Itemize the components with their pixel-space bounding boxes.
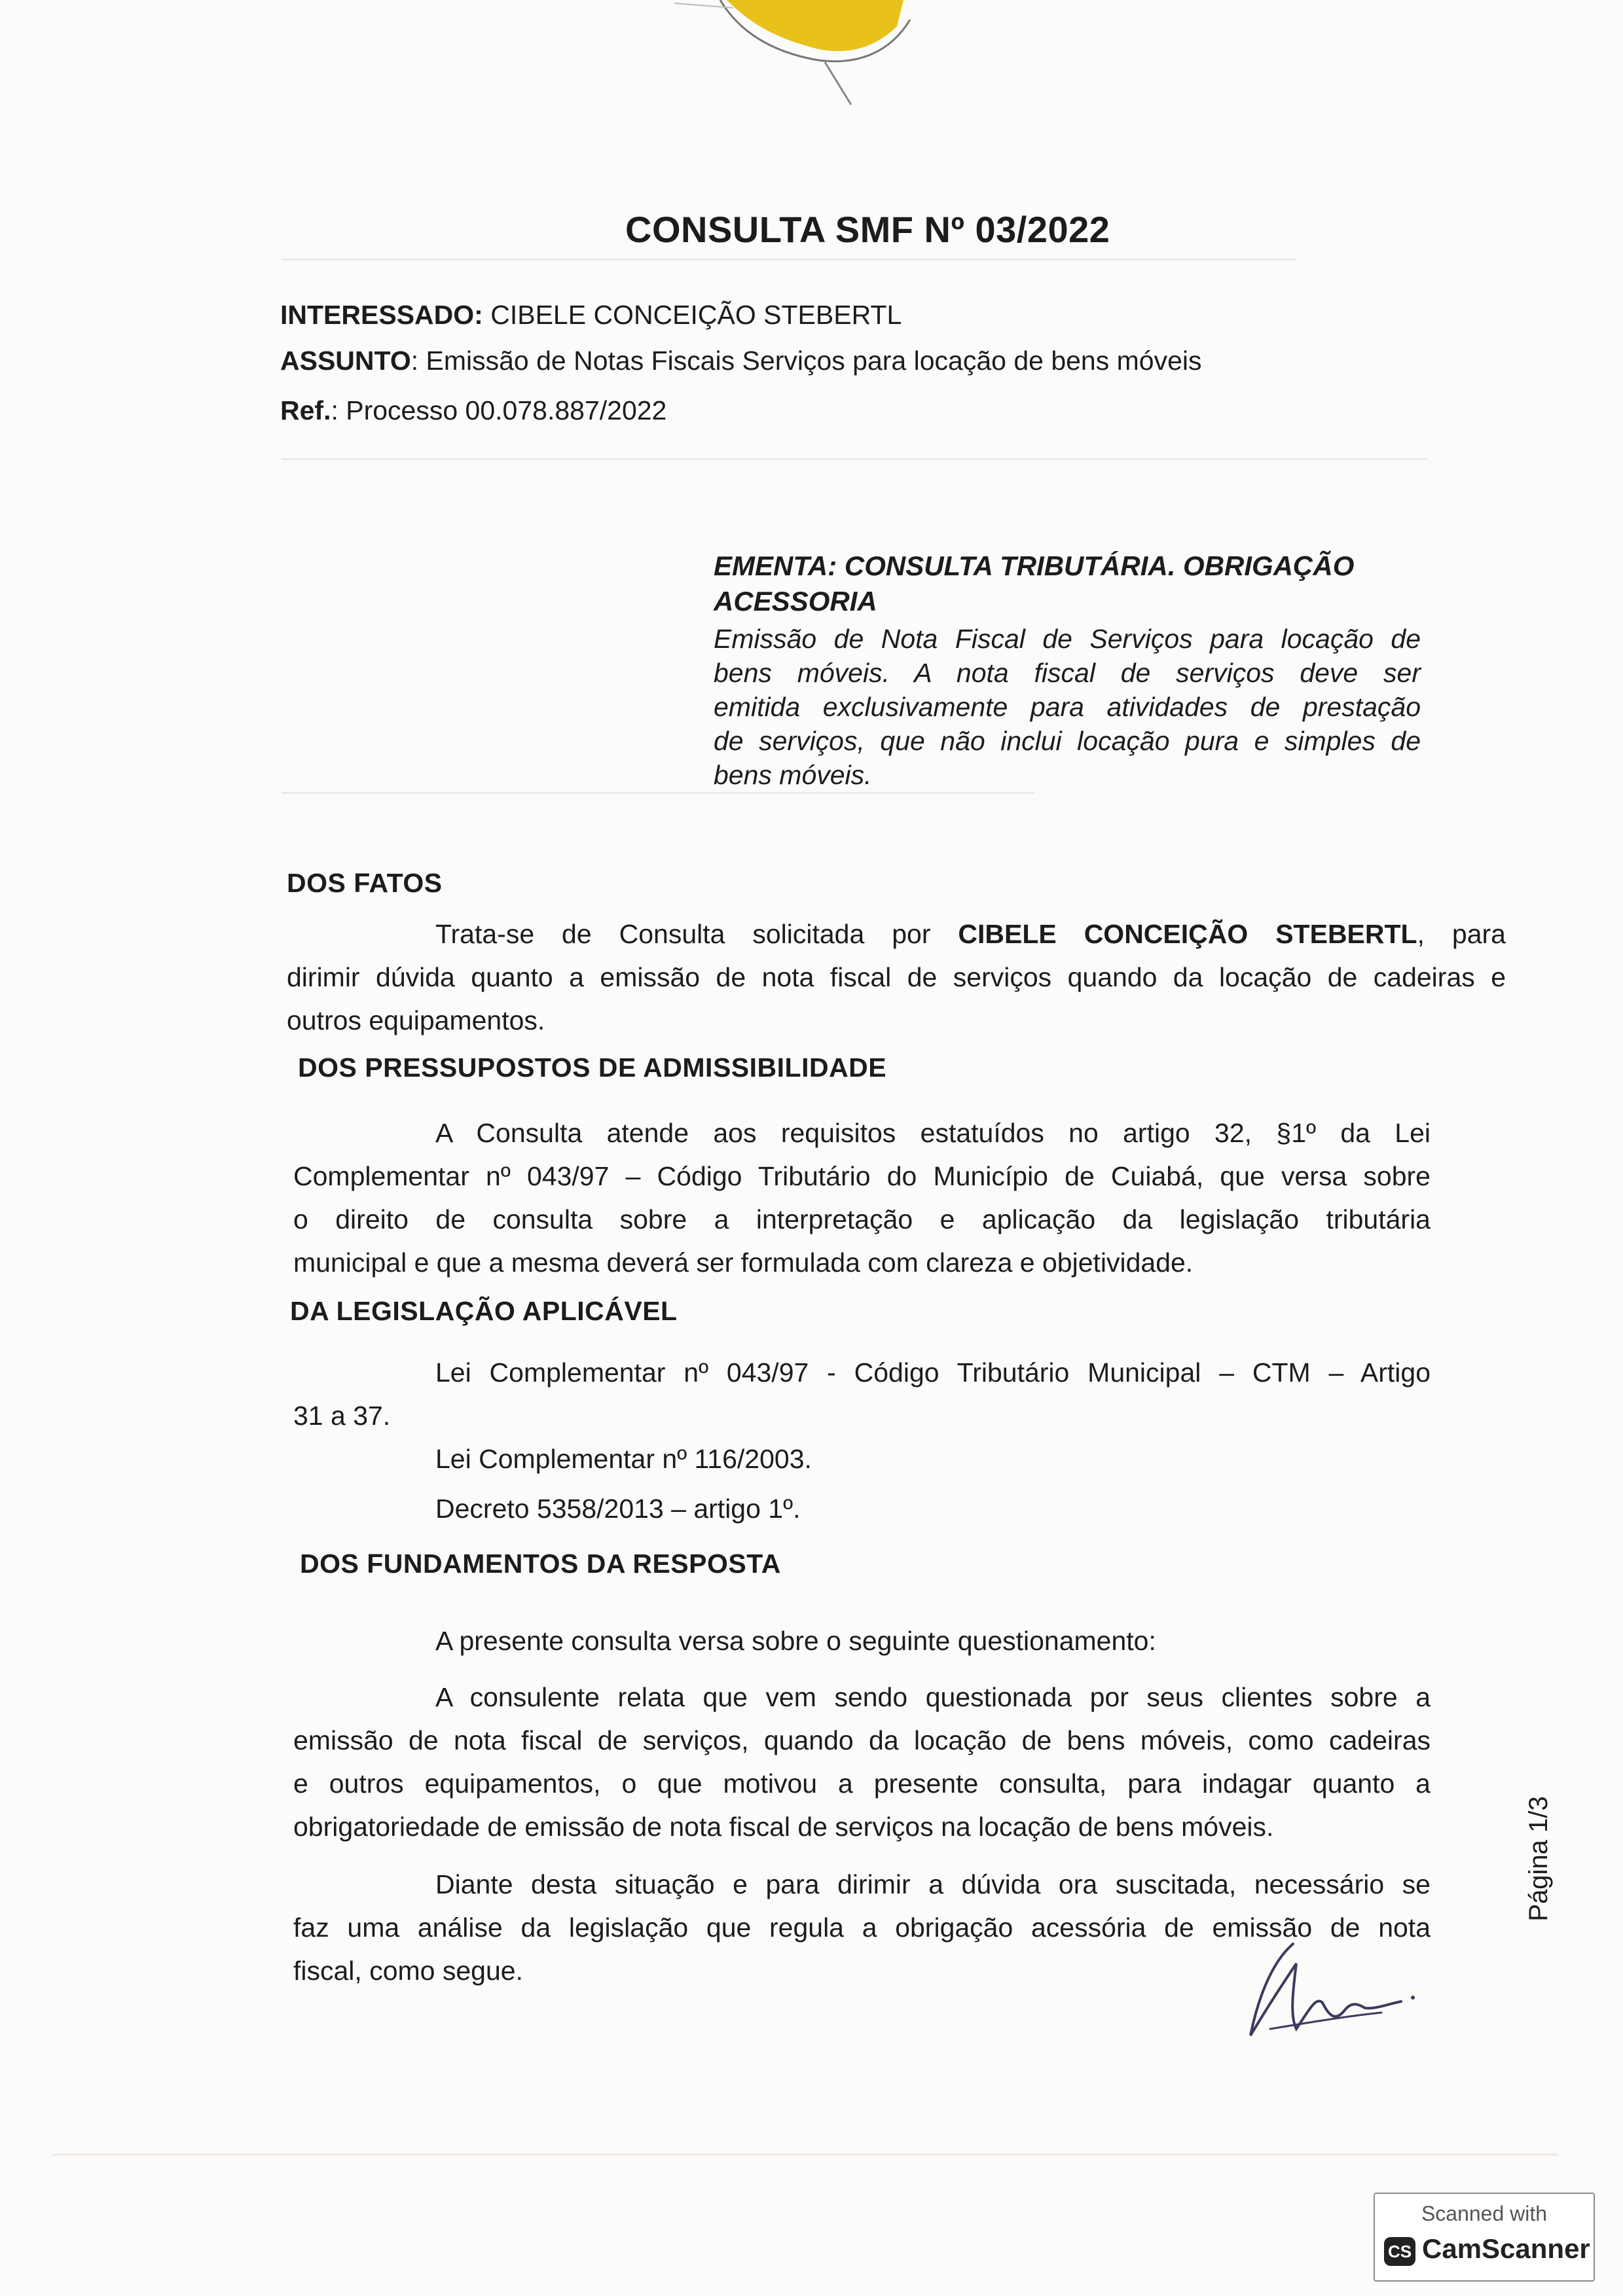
- fundamentos-line: Diante desta situação e para dirimir a dúvida ora suscitada, necessário se: [435, 1869, 1431, 1899]
- interessado-label: INTERESSADO:: [280, 300, 483, 330]
- fatos-line: dirimir dúvida quanto a emissão de nota fiscal de serviços quando da locação de cadeiras e: [287, 962, 1506, 992]
- section-heading-fundamentos: DOS FUNDAMENTOS DA RESPOSTA: [300, 1549, 781, 1579]
- adm-line: municipal e que a mesma deverá ser formulada com clareza e objetividade.: [293, 1247, 1194, 1278]
- assunto-label: ASSUNTO: [280, 346, 411, 376]
- camscanner-logo-icon: CS: [1384, 2237, 1415, 2266]
- section-heading-legislacao: DA LEGISLAÇÃO APLICÁVEL: [290, 1296, 678, 1326]
- fundamentos-line: fiscal, como segue.: [293, 1956, 523, 1986]
- fatos-line: [435, 912, 1506, 956]
- fundamentos-line: A consulente relata que vem sendo questionada por seus clientes sobre a: [435, 1682, 1431, 1712]
- scanner-watermark: [1374, 2193, 1595, 2282]
- ementa-title-2: ACESSORIA: [714, 586, 877, 617]
- fundamentos-line: e outros equipamentos, o que motivou a presente consulta, para indagar quanto a: [293, 1768, 1431, 1799]
- paper-stain: [655, 0, 995, 111]
- page-number-label: Página 1/3: [1524, 1796, 1553, 1922]
- fatos-text-end: , para: [1417, 919, 1506, 949]
- ref-label: Ref.: [280, 395, 331, 425]
- ementa-line: de serviços, que não inclui locação pura e simples de: [714, 726, 1421, 756]
- document-title: CONSULTA SMF Nº 03/2022: [625, 209, 1110, 250]
- legislacao-line: Lei Complementar nº 116/2003.: [435, 1444, 812, 1474]
- ref-line: [280, 389, 666, 432]
- assunto-value: : Emissão de Notas Fiscais Serviços para locação de bens móveis: [410, 346, 1202, 376]
- fundamentos-line: emissão de nota fiscal de serviços, quando da locação de bens móveis, como cadeiras: [293, 1725, 1431, 1755]
- adm-line: Complementar nº 043/97 – Código Tributário do Município de Cuiabá, que versa sobre: [293, 1161, 1431, 1191]
- fundamentos-p1: A presente consulta versa sobre o seguinte questionamento:: [435, 1626, 1156, 1656]
- ementa-line: emitida exclusivamente para atividades de prestação: [714, 692, 1421, 722]
- bleed-line: [282, 792, 1034, 803]
- fundamentos-line: obrigatoriedade de emissão de nota fiscal de serviços na locação de bens móveis.: [293, 1812, 1274, 1842]
- ementa-title-1: EMENTA: CONSULTA TRIBUTÁRIA. OBRIGAÇÃO: [714, 550, 1355, 581]
- assunto-line: [280, 339, 1201, 382]
- legislacao-line: Lei Complementar nº 043/97 - Código Tributário Municipal – CTM – Artigo: [435, 1357, 1431, 1388]
- ementa-line: bens móveis. A nota fiscal de serviços deve ser: [714, 658, 1421, 688]
- fatos-name: CIBELE CONCEIÇÃO STEBERTL: [958, 919, 1417, 949]
- ementa-line: bens móveis.: [714, 760, 872, 790]
- fatos-text: Trata-se de Consulta solicitada por: [435, 919, 931, 949]
- bleed-line: [282, 458, 1427, 469]
- ref-value: : Processo 00.078.887/2022: [331, 395, 667, 425]
- fatos-line: outros equipamentos.: [287, 1005, 545, 1035]
- legislacao-line: 31 a 37.: [293, 1401, 391, 1431]
- handwritten-signature: [1231, 1924, 1440, 2055]
- section-heading-admissibilidade: DOS PRESSUPOSTOS DE ADMISSIBILIDADE: [298, 1052, 887, 1083]
- scanner-brand: CamScanner: [1422, 2233, 1590, 2264]
- scanner-caption: Scanned with: [1421, 2202, 1548, 2225]
- interessado-value: CIBELE CONCEIÇÃO STEBERTL: [490, 300, 902, 330]
- legislacao-line: Decreto 5358/2013 – artigo 1º.: [435, 1494, 801, 1524]
- adm-line: o direito de consulta sobre a interpretação e aplicação da legislação tributária: [293, 1204, 1431, 1234]
- adm-line: A Consulta atende aos requisitos estatuídos no artigo 32, §1º da Lei: [435, 1118, 1431, 1148]
- section-heading-fatos: DOS FATOS: [287, 868, 443, 898]
- fundamentos-line: faz uma análise da legislação que regula a obrigação acessória de emissão de nota: [293, 1912, 1431, 1943]
- ementa-line: Emissão de Nota Fiscal de Serviços para locação de: [714, 624, 1421, 654]
- interessado-line: [280, 293, 902, 336]
- bleed-line: [52, 2153, 1558, 2165]
- bleed-line: [282, 259, 1296, 270]
